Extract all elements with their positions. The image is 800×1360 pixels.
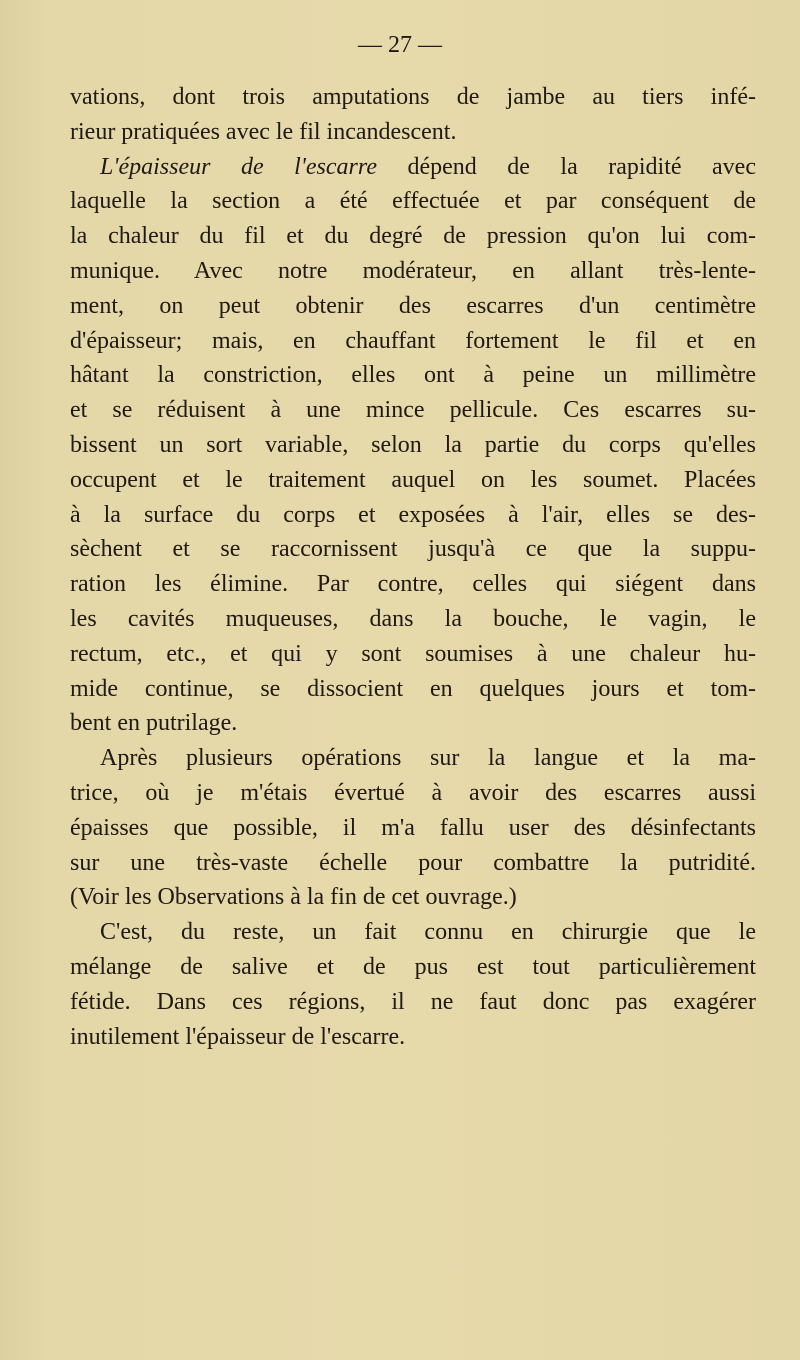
text-line: ment, on peut obtenir des escarres d'un centimètre: [70, 292, 756, 319]
text-line: à la surface du corps et exposées à l'air, elles se des-: [70, 501, 756, 528]
text-line: Après plusieurs opérations sur la langue et la ma-: [100, 745, 756, 772]
text-line: (Voir les Observations à la fin de cet ouvrage.): [70, 884, 517, 911]
text-line: épaisses que possible, il m'a fallu user des désinfectants: [70, 814, 756, 841]
text-line: d'épaisseur; mais, en chauffant fortement le fil et en: [70, 327, 756, 354]
text-line: bissent un sort variable, selon la partie du corps qu'elles: [70, 431, 756, 458]
text-line: hâtant la constriction, elles ont à peine un millimètre: [70, 362, 756, 389]
text-line: bent en putrilage.: [70, 710, 238, 737]
text-line: sèchent et se raccornissent jusqu'à ce que la suppu-: [70, 536, 756, 563]
text-line: vations, dont trois amputations de jambe au tiers infé-: [70, 84, 756, 110]
text-line: mide continue, se dissocient en quelques jours et tom-: [70, 675, 756, 702]
text-line: laquelle la section a été effectuée et par conséquent de: [70, 188, 756, 215]
text-line: la chaleur du fil et du degré de pression qu'on lui com-: [70, 223, 756, 250]
text-fragment: dépend de la rapidité avec: [377, 153, 756, 180]
italic-phrase: L'épaisseur de l'escarre: [100, 153, 377, 180]
text-line: trice, où je m'étais évertué à avoir des escarres aussi: [70, 779, 756, 806]
text-line: rieur pratiquées avec le fil incandescent.: [70, 118, 457, 145]
text-line: mélange de salive et de pus est tout particulièrement: [70, 953, 756, 980]
text-line: rectum, etc., et qui y sont soumises à une chaleur hu-: [70, 640, 756, 667]
text-line: sur une très-vaste échelle pour combattre la putridité.: [70, 849, 756, 876]
text-line: les cavités muqueuses, dans la bouche, le vagin, le: [70, 605, 756, 632]
text-line: fétide. Dans ces régions, il ne faut donc pas exagérer: [70, 988, 756, 1015]
text-line: munique. Avec notre modérateur, en allant très-lente-: [70, 257, 756, 284]
page-number: — 27 —: [358, 32, 442, 58]
body-text: [70, 80, 756, 1054]
text-line: et se réduisent à une mince pellicule. Ces escarres su-: [70, 397, 756, 424]
text-line: [70, 150, 756, 185]
text-line: C'est, du reste, un fait connu en chirurgie que le: [100, 919, 756, 946]
text-line: inutilement l'épaisseur de l'escarre.: [70, 1023, 406, 1050]
text-line: occupent et le traitement auquel on les soumet. Placées: [70, 466, 756, 493]
text-line: ration les élimine. Par contre, celles qui siégent dans: [70, 571, 756, 598]
